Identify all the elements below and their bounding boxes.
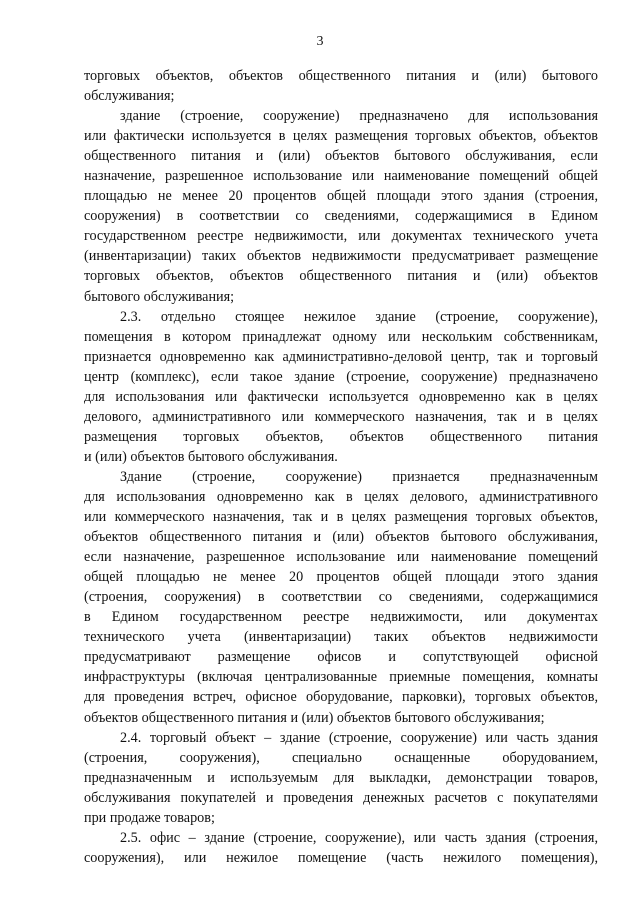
text-line: Здание (строение, сооружение) признается предназначенным — [120, 468, 598, 485]
text-line: объектов общественного питания и (или) объектов бытового обслуживания; — [84, 709, 545, 726]
text-line: для использования одновременно как в целях делового, административного — [84, 488, 598, 505]
text-line: центр (комплекс), если такое здание (строение, сооружение) предназначено — [84, 368, 598, 385]
text-line: 2.4. торговый объект – здание (строение, сооружение) или часть здания — [120, 729, 598, 746]
text-line: для проведения встреч, офисное оборудование, парковки), торговых объектов, — [84, 689, 598, 706]
text-line: предназначенным и используемым для выкладки, демонстрации товаров, — [84, 769, 598, 786]
text-line: или коммерческого назначения, так и в целях размещения торговых объектов, — [84, 509, 598, 526]
text-line: сооружения) в соответствии со сведениями, содержащимися в Едином — [84, 208, 598, 225]
text-line: торговых объектов, объектов общественного питания и (или) объектов — [84, 268, 598, 285]
text-line: размещения торговых объектов, объектов общественного питания — [84, 428, 598, 445]
text-line: признается одновременно как административно-деловой центр, так и торговый — [84, 348, 598, 365]
text-line: здание (строение, сооружение) предназначено для использования — [120, 108, 598, 125]
text-line: и (или) объектов бытового обслуживания. — [84, 448, 338, 465]
text-line: государственном реестре недвижимости, или документах технического учета — [84, 228, 598, 245]
text-line: если назначение, разрешенное использование или наименование помещений — [84, 549, 598, 566]
text-line: при продаже товаров; — [84, 809, 215, 826]
text-line: (строения, сооружения), специально оснащенные оборудованием, — [84, 749, 598, 766]
text-line: бытового обслуживания; — [84, 288, 235, 305]
text-line: торговых объектов, объектов общественного питания и (или) бытового — [84, 68, 598, 84]
text-line: помещения в котором принадлежат одному или нескольким собственникам, — [84, 328, 598, 345]
text-line: общей площадью не менее 20 процентов общей площади этого здания — [84, 569, 598, 586]
document-body-text — [84, 66, 598, 868]
text-line: предусматривают размещение офисов и сопутствующей офисной — [84, 649, 598, 666]
text-line: (инвентаризации) таких объектов недвижимости предусматривает размещение — [84, 248, 598, 265]
text-line: обслуживания; — [84, 88, 175, 105]
text-line: обслуживания покупателей и проведения денежных расчетов с покупателями — [84, 789, 598, 806]
text-line: общественного питания и (или) объектов бытового обслуживания, если — [84, 148, 598, 165]
text-line: делового, административного или коммерческого назначения, так и в целях — [84, 408, 598, 425]
text-line: 2.5. офис – здание (строение, сооружение), или часть здания (строения, — [120, 829, 598, 846]
text-line: технического учета (инвентаризации) таких объектов недвижимости — [84, 629, 598, 646]
text-line: объектов общественного питания и (или) объектов бытового обслуживания, — [84, 529, 598, 546]
text-line: в Едином государственном реестре недвижимости, или документах — [84, 609, 598, 626]
text-line: или фактически используется в целях размещения торговых объектов, объектов — [84, 128, 598, 145]
text-line: площадью не менее 20 процентов общей площади этого здания (строения, — [84, 188, 598, 205]
page-number: 3 — [316, 34, 324, 49]
text-line: 2.3. отдельно стоящее нежилое здание (строение, сооружение), — [120, 308, 598, 325]
text-line: назначение, разрешенное использование или наименование помещений общей — [84, 168, 598, 185]
text-line: сооружения), или нежилое помещение (часть нежилого помещения), — [84, 849, 598, 866]
text-line: (строения, сооружения) в соответствии со сведениями, содержащимися — [84, 589, 598, 606]
text-line: для использования или фактически используется одновременно как в целях — [84, 388, 598, 405]
text-line: инфраструктуры (включая централизованные приемные помещения, комнаты — [84, 669, 598, 686]
